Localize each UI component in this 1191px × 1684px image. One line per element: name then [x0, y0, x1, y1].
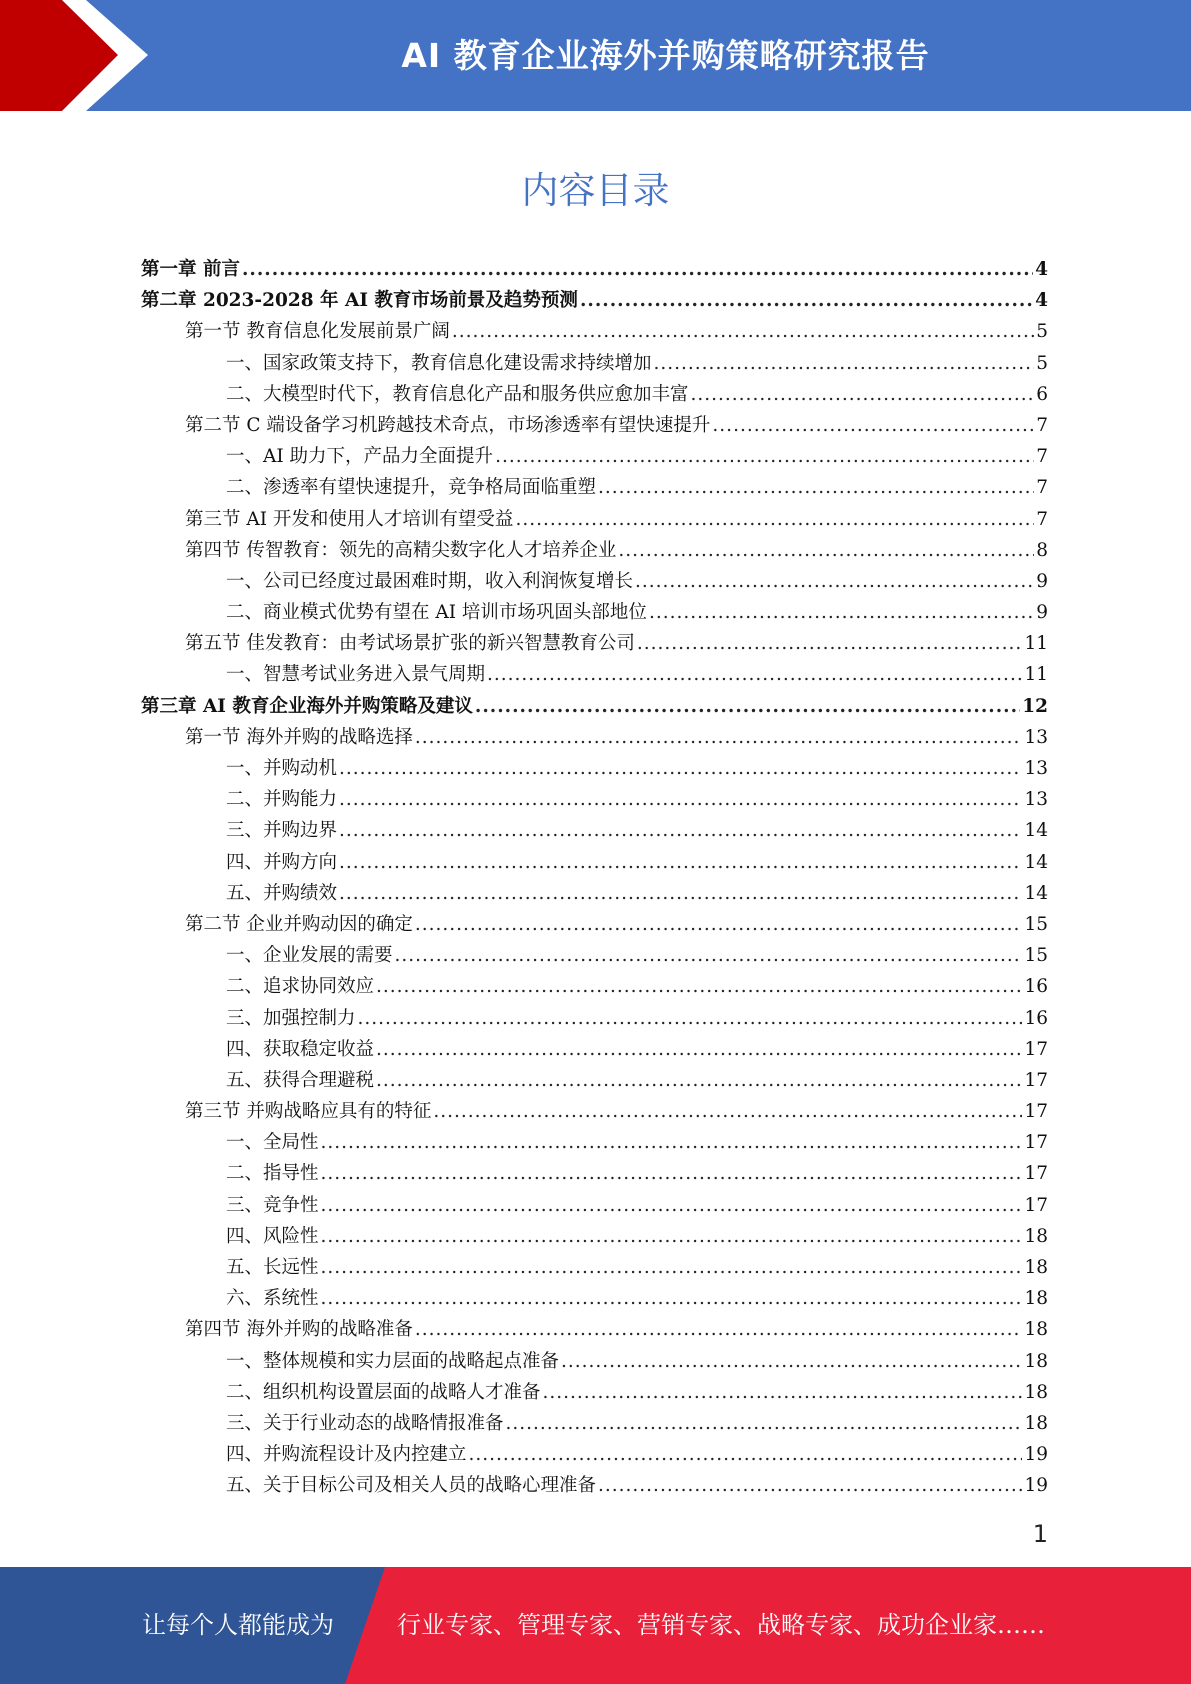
toc-entry-title: 二、组织机构设置层面的战略人才准备 — [226, 1381, 541, 1403]
toc-entry[interactable] — [141, 1065, 1048, 1096]
toc-entry-page: 12 — [1022, 695, 1048, 717]
toc-entry[interactable] — [141, 1190, 1048, 1221]
toc-dot-leader — [691, 379, 1035, 410]
toc-entry-title: 五、关于目标公司及相关人员的战略心理准备 — [226, 1475, 597, 1497]
toc-entry-title: 五、长远性 — [226, 1257, 319, 1278]
toc-entry-title: 第二节 企业并购动因的确定 — [185, 913, 413, 935]
toc-dot-leader — [321, 1158, 1023, 1189]
toc-entry[interactable] — [141, 1377, 1048, 1408]
toc-entry-page: 14 — [1024, 820, 1048, 842]
toc-dot-leader — [475, 691, 1020, 722]
toc-entry-page: 18 — [1024, 1381, 1048, 1403]
toc-dot-leader — [543, 1377, 1023, 1408]
toc-entry-page: 8 — [1036, 539, 1048, 561]
toc-entry-title: 第五节 佳发教育：由考试场景扩张的新兴智慧教育公司 — [185, 633, 635, 655]
toc-entry[interactable] — [141, 1252, 1048, 1283]
toc-dot-leader — [395, 940, 1023, 971]
toc-entry-page: 17 — [1024, 1101, 1048, 1123]
toc-entry[interactable] — [141, 659, 1048, 690]
toc-dot-leader — [321, 1252, 1023, 1283]
toc-entry-title: 二、并购能力 — [226, 789, 338, 811]
toc-entry-title: 第一节 教育信息化发展前景广阔 — [185, 321, 450, 343]
toc-entry-title: 第一节 海外并购的战略选择 — [185, 726, 413, 748]
toc-entry[interactable] — [141, 722, 1048, 753]
toc-entry-page: 13 — [1024, 789, 1048, 811]
toc-dot-leader — [376, 971, 1022, 1002]
toc-entry-page: 9 — [1036, 602, 1048, 624]
toc-entry-page: 17 — [1024, 1038, 1048, 1060]
toc-entry-title: 一、国家政策支持下，教育信息化建设需求持续增加 — [226, 352, 652, 374]
footer-slogan-left: 让每个人都能成为 — [142, 1611, 334, 1639]
toc-entry-title: 四、并购方向 — [226, 851, 338, 873]
toc-entry[interactable] — [141, 878, 1048, 909]
toc-entry[interactable] — [141, 909, 1048, 940]
toc-entry[interactable] — [141, 472, 1048, 503]
toc-entry-page: 9 — [1036, 570, 1048, 592]
toc-entry-title: 一、AI 助力下，产品力全面提升 — [226, 446, 494, 468]
toc-entry-title: 第三节 AI 开发和使用人才培训有望受益 — [185, 508, 514, 530]
toc-entry-title: 三、并购边界 — [226, 820, 338, 842]
toc-dot-leader — [487, 659, 1022, 690]
toc-entry[interactable] — [141, 784, 1048, 815]
toc-entry-page: 7 — [1036, 446, 1048, 468]
toc-entry-page: 18 — [1024, 1225, 1048, 1247]
toc-entry-page: 7 — [1036, 477, 1048, 499]
toc-entry-page: 4 — [1035, 290, 1048, 312]
toc-entry-page: 18 — [1024, 1319, 1048, 1341]
toc-entry-title: 四、风险性 — [226, 1225, 319, 1247]
toc-entry-page: 7 — [1036, 414, 1048, 436]
toc-entry-title: 四、获取稳定收益 — [226, 1038, 375, 1060]
toc-entry-page: 13 — [1024, 726, 1048, 748]
toc-entry[interactable] — [141, 1127, 1048, 1158]
toc-entry[interactable] — [141, 254, 1048, 285]
toc-dot-leader — [321, 1283, 1023, 1314]
toc-dot-leader — [339, 847, 1022, 878]
toc-dot-leader — [598, 1470, 1022, 1501]
toc-entry-title: 二、指导性 — [226, 1163, 319, 1185]
toc-dot-leader — [618, 535, 1034, 566]
toc-entry-title: 三、竞争性 — [226, 1194, 319, 1216]
toc-entry-page: 17 — [1024, 1069, 1048, 1091]
table-of-contents — [141, 254, 1048, 1502]
toc-heading: 内容目录 — [521, 169, 670, 212]
toc-entry[interactable] — [141, 566, 1048, 597]
toc-dot-leader — [415, 722, 1023, 753]
toc-entry[interactable] — [141, 348, 1048, 379]
toc-entry-page: 17 — [1024, 1194, 1048, 1216]
toc-entry[interactable] — [141, 940, 1048, 971]
toc-dot-leader — [321, 1190, 1023, 1221]
toc-entry-title: 第二章 2023-2028 年 AI 教育市场前景及趋势预测 — [141, 290, 578, 312]
toc-entry[interactable] — [141, 1034, 1048, 1065]
toc-entry-page: 4 — [1035, 259, 1048, 280]
toc-dot-leader — [433, 1096, 1022, 1127]
toc-entry-title: 五、获得合理避税 — [226, 1069, 375, 1091]
toc-entry-title: 一、并购动机 — [226, 758, 338, 779]
toc-entry-title: 一、企业发展的需要 — [226, 945, 393, 967]
toc-entry-page: 5 — [1036, 352, 1048, 374]
toc-dot-leader — [637, 628, 1023, 659]
toc-entry[interactable] — [141, 1470, 1048, 1501]
toc-entry-page: 18 — [1024, 1257, 1048, 1278]
toc-entry-title: 第四节 海外并购的战略准备 — [185, 1319, 413, 1341]
toc-dot-leader — [339, 815, 1022, 846]
toc-entry[interactable] — [141, 316, 1048, 347]
toc-dot-leader — [712, 410, 1034, 441]
toc-entry-page: 16 — [1024, 1007, 1048, 1029]
footer-banner — [0, 1567, 1191, 1684]
toc-dot-leader — [415, 909, 1023, 940]
toc-entry-page: 18 — [1024, 1288, 1048, 1310]
toc-entry-title: 第三章 AI 教育企业海外并购策略及建议 — [141, 695, 473, 717]
toc-entry-page: 7 — [1036, 508, 1048, 530]
toc-entry-page: 15 — [1024, 913, 1048, 935]
toc-entry-title: 第一章 前言 — [141, 259, 240, 280]
toc-entry[interactable] — [141, 1314, 1048, 1345]
header-arrow-decoration — [0, 0, 160, 111]
toc-entry-page: 18 — [1024, 1412, 1048, 1434]
toc-entry[interactable] — [141, 504, 1048, 535]
toc-entry[interactable] — [141, 1439, 1048, 1470]
toc-entry-page: 14 — [1024, 851, 1048, 873]
toc-entry[interactable] — [141, 1346, 1048, 1377]
toc-entry-title: 第四节 传智教育：领先的高精尖数字化人才培养企业 — [185, 539, 617, 561]
toc-dot-leader — [515, 504, 1034, 535]
toc-dot-leader — [649, 597, 1034, 628]
toc-dot-leader — [376, 1065, 1022, 1096]
header-banner — [0, 0, 1191, 111]
toc-entry-page: 19 — [1024, 1444, 1048, 1466]
toc-entry-title: 三、加强控制力 — [226, 1007, 356, 1029]
toc-entry[interactable] — [141, 1283, 1048, 1314]
toc-dot-leader — [339, 784, 1022, 815]
toc-dot-leader — [469, 1439, 1023, 1470]
toc-entry-page: 5 — [1036, 321, 1048, 343]
toc-entry[interactable] — [141, 753, 1048, 784]
toc-entry[interactable] — [141, 628, 1048, 659]
toc-entry[interactable] — [141, 1158, 1048, 1189]
toc-entry[interactable] — [141, 1221, 1048, 1252]
toc-entry[interactable] — [141, 847, 1048, 878]
toc-entry[interactable] — [141, 535, 1048, 566]
toc-entry-title: 五、并购绩效 — [226, 882, 338, 904]
report-title: AI 教育企业海外并购策略研究报告 — [401, 36, 930, 75]
toc-entry[interactable] — [141, 691, 1048, 722]
toc-entry-page: 19 — [1024, 1475, 1048, 1497]
toc-dot-leader — [242, 254, 1033, 285]
toc-dot-leader — [654, 348, 1035, 379]
toc-entry-page: 15 — [1024, 945, 1048, 967]
footer-slogan-right: 行业专家、管理专家、营销专家、战略专家、成功企业家…… — [397, 1611, 1045, 1639]
toc-dot-leader — [452, 316, 1034, 347]
toc-entry-title: 一、全局性 — [226, 1132, 319, 1154]
toc-entry[interactable] — [141, 971, 1048, 1002]
toc-entry-title: 二、渗透率有望快速提升，竞争格局面临重塑 — [226, 477, 597, 499]
toc-dot-leader — [358, 1003, 1023, 1034]
toc-entry-title: 二、商业模式优势有望在 AI 培训市场巩固头部地位 — [226, 602, 647, 624]
toc-entry-title: 二、追求协同效应 — [226, 976, 375, 998]
toc-entry[interactable] — [141, 815, 1048, 846]
toc-entry[interactable] — [141, 1003, 1048, 1034]
toc-dot-leader — [635, 566, 1034, 597]
toc-entry-title: 第三节 并购战略应具有的特征 — [185, 1101, 432, 1123]
toc-dot-leader — [598, 472, 1034, 503]
toc-entry[interactable] — [141, 285, 1048, 316]
toc-entry-page: 13 — [1024, 758, 1048, 779]
toc-entry-title: 第二节 C 端设备学习机跨越技术奇点，市场渗透率有望快速提升 — [185, 414, 711, 436]
toc-entry-page: 11 — [1024, 633, 1048, 655]
toc-dot-leader — [339, 878, 1022, 909]
toc-entry[interactable] — [141, 597, 1048, 628]
toc-entry-title: 一、智慧考试业务进入景气周期 — [226, 664, 486, 686]
toc-entry-page: 11 — [1024, 664, 1048, 686]
toc-dot-leader — [495, 441, 1034, 472]
toc-entry[interactable] — [141, 1408, 1048, 1439]
toc-entry-title: 二、大模型时代下，教育信息化产品和服务供应愈加丰富 — [226, 383, 689, 405]
toc-entry-title: 三、关于行业动态的战略情报准备 — [226, 1412, 504, 1434]
toc-entry-page: 16 — [1024, 976, 1048, 998]
toc-entry-page: 17 — [1024, 1132, 1048, 1154]
toc-dot-leader — [339, 753, 1022, 784]
toc-entry[interactable] — [141, 441, 1048, 472]
toc-dot-leader — [415, 1314, 1023, 1345]
page-number: 1 — [1032, 1520, 1048, 1548]
toc-dot-leader — [321, 1127, 1023, 1158]
toc-entry-page: 18 — [1024, 1350, 1048, 1372]
toc-dot-leader — [580, 285, 1033, 316]
toc-entry[interactable] — [141, 379, 1048, 410]
toc-entry[interactable] — [141, 410, 1048, 441]
toc-dot-leader — [506, 1408, 1023, 1439]
toc-dot-leader — [376, 1034, 1022, 1065]
toc-entry[interactable] — [141, 1096, 1048, 1127]
toc-entry-page: 17 — [1024, 1163, 1048, 1185]
toc-entry-page: 14 — [1024, 882, 1048, 904]
toc-dot-leader — [321, 1221, 1023, 1252]
toc-entry-page: 6 — [1036, 383, 1048, 405]
toc-entry-title: 四、并购流程设计及内控建立 — [226, 1444, 467, 1466]
toc-entry-title: 一、公司已经度过最困难时期，收入利润恢复增长 — [226, 570, 634, 592]
toc-entry-title: 六、系统性 — [226, 1288, 319, 1310]
toc-dot-leader — [561, 1346, 1022, 1377]
toc-entry-title: 一、整体规模和实力层面的战略起点准备 — [226, 1350, 560, 1372]
